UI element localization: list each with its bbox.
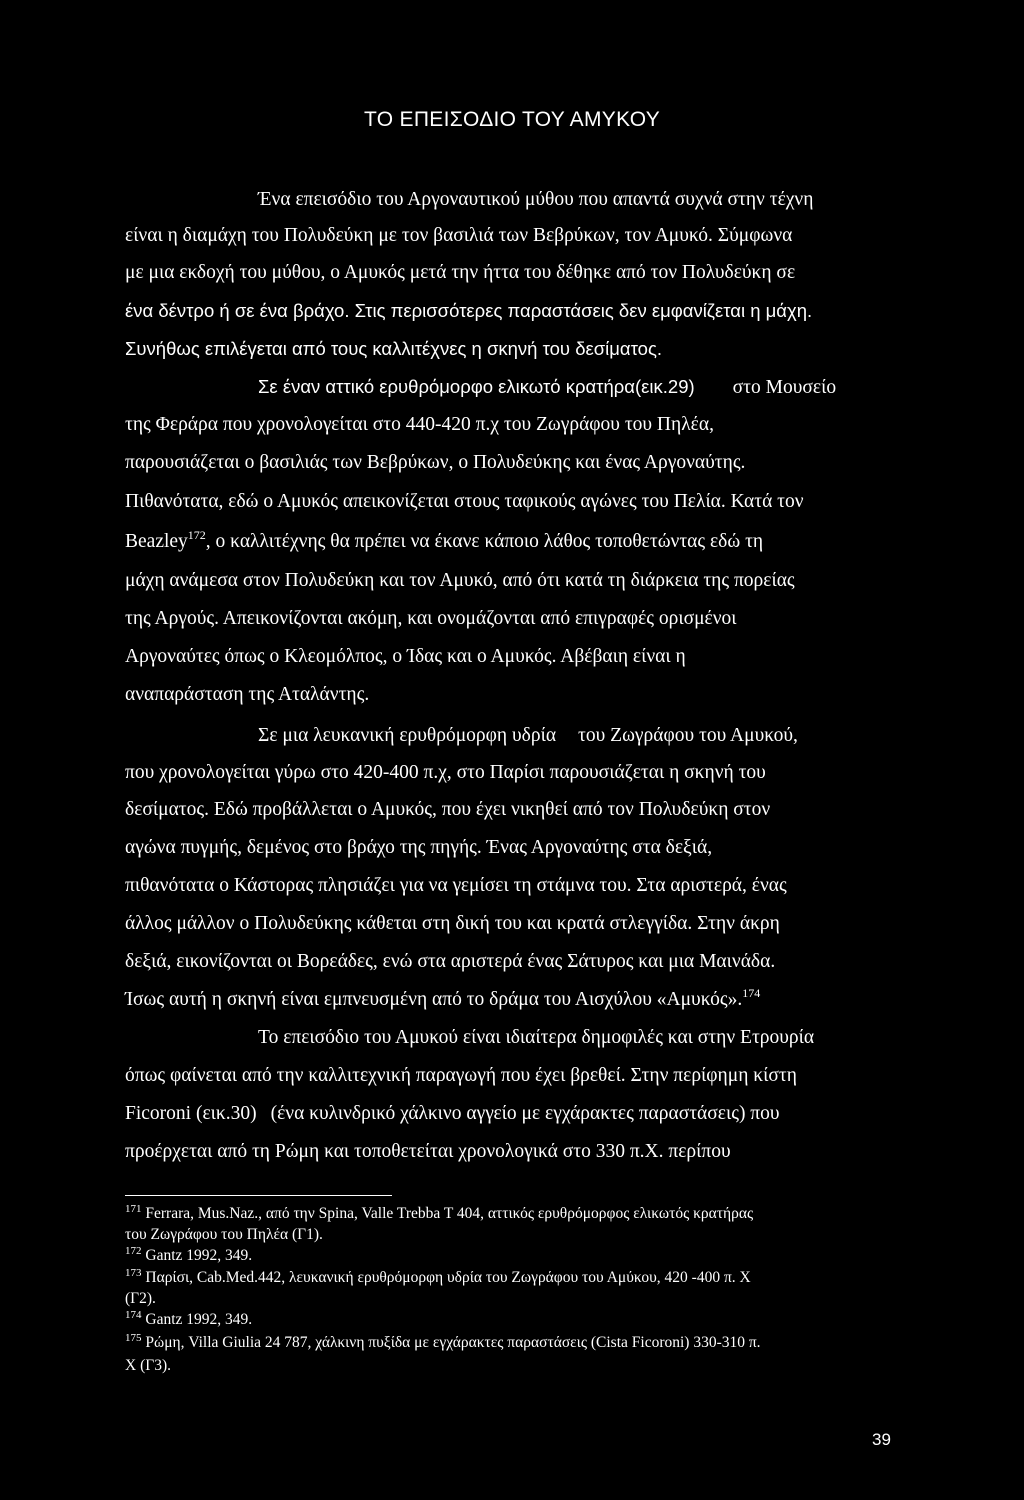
text-line: αναπαράσταση της Αταλάντης. xyxy=(125,684,370,705)
text-segment: Σε έναν αττικό ερυθρόμορφο ελικωτό κρατήρα(εικ.29) xyxy=(258,376,695,397)
text-line xyxy=(258,724,798,748)
footnote-text: Ferrara, Mus.Naz., από την Spina, Valle Trebba T 404, αττικός ερυθρόμορφος ελικωτός κρατήρας xyxy=(145,1205,754,1222)
text-line: της Αργούς. Απεικονίζονται ακόμη, και ονομάζονται από επιγραφές ορισμένοι xyxy=(125,608,737,629)
text-line: που χρονολογείται γύρω στο 420-400 π.χ, στο Παρίσι παρουσιάζεται η σκηνή του xyxy=(125,762,766,783)
text-line: όπως φαίνεται από την καλλιτεχνική παραγωγή που έχει βρεθεί. Στην περίφημη κίστη xyxy=(125,1065,797,1086)
footnote xyxy=(125,1268,751,1288)
text-line: Το επεισόδιο του Αμυκού είναι ιδιαίτερα δημοφιλές και στην Ετρουρία xyxy=(258,1027,815,1048)
text-line: Συνήθως επιλέγεται από τους καλλιτέχνες η σκηνή του δεσίματος. xyxy=(125,338,663,359)
text-segment: , ο καλλιτέχνης θα πρέπει να έκανε κάποιο λάθος τοποθετώντας εδώ τη xyxy=(205,531,764,552)
page-number: 39 xyxy=(872,1430,891,1449)
text-segment: Beazley xyxy=(125,531,188,552)
text-line: προέρχεται από τη Ρώμη και τοποθετείται χρονολογικά στο 330 π.Χ. περίπου xyxy=(125,1141,731,1162)
footnote-text: Παρίσι, Cab.Med.442, λευκανική ερυθρόμορφη υδρία του Ζωγράφου του Αμύκου, 420 -400 π. Χ xyxy=(145,1269,751,1286)
text-line: μάχη ανάμεσα στον Πολυδεύκη και τον Αμυκό, από ότι κατά τη διάρκεια της πορείας xyxy=(125,570,795,591)
text-line: δεσίματος. Εδώ προβάλλεται ο Αμυκός, που έχει νικηθεί από τον Πολυδεύκη στον xyxy=(125,799,771,820)
text-segment: του Ζωγράφου του Αμυκού, xyxy=(578,725,798,746)
text-line xyxy=(258,375,836,400)
text-segment: Ficoroni (εικ.30) xyxy=(125,1103,257,1124)
text-segment: στο Μουσείο xyxy=(732,377,837,398)
text-line: πιθανότατα ο Κάστορας πλησιάζει για να γεμίσει τη στάμνα του. Στα αριστερά, ένας xyxy=(125,875,787,896)
text-line: παρουσιάζεται ο βασιλιάς των Βεβρύκων, ο Πολυδεύκης και ένας Αργοναύτης. xyxy=(125,452,746,473)
text-line: με μια εκδοχή του μύθου, ο Αμυκός μετά την ήττα του δέθηκε από τον Πολυδεύκη σε xyxy=(125,262,796,283)
text-line: Πιθανότατα, εδώ ο Αμυκός απεικονίζεται στους ταφικούς αγώνες του Πελία. Κατά τον xyxy=(125,491,804,512)
text-segment: Σε μια λευκανική ερυθρόμορφη υδρία xyxy=(258,725,557,746)
text-segment: (ένα κυλινδρικό χάλκινο αγγείο με εγχάρακτες παραστάσεις) που xyxy=(270,1103,780,1124)
footnote xyxy=(125,1204,753,1224)
text-line: ένα δέντρο ή σε ένα βράχο. Στις περισσότερες παραστάσεις δεν εμφανίζεται η μάχη. xyxy=(125,300,813,321)
text-line xyxy=(125,988,760,1012)
footnote-number: 173 xyxy=(125,1267,142,1279)
text-line: άλλος μάλλον ο Πολυδεύκης κάθεται στη δική του και κρατά στλεγγίδα. Στην άκρη xyxy=(125,913,780,934)
footnote xyxy=(125,1333,761,1353)
text-segment: Ίσως αυτή η σκηνή είναι εμπνευσμένη από το δράμα του Αισχύλου «Αμυκός». xyxy=(125,989,743,1010)
page-title: ΤΟ ΕΠΕΙΣΟΔΙΟ ΤΟΥ ΑΜΥΚΟΥ xyxy=(364,108,660,131)
footnote-text: Gantz 1992, 349. xyxy=(145,1247,253,1264)
footnote-continuation: Χ (Γ3). xyxy=(125,1357,171,1374)
text-line: Ένα επεισόδιο του Αργοναυτικού μύθου που απαντά συχνά στην τέχνη xyxy=(258,189,814,210)
text-line: είναι η διαμάχη του Πολυδεύκη με τον βασιλιά των Βεβρύκων, τον Αμυκό. Σύμφωνα xyxy=(125,225,793,246)
footnote-ref: 172 xyxy=(187,528,206,542)
footnote-text: Gantz 1992, 349. xyxy=(145,1311,253,1328)
footnote-number: 175 xyxy=(125,1332,142,1344)
footnote-number: 174 xyxy=(125,1309,142,1321)
footnote-number: 171 xyxy=(125,1203,142,1215)
footnote-continuation: του Ζωγράφου του Πηλέα (Γ1). xyxy=(125,1226,323,1243)
footnote xyxy=(125,1246,252,1266)
footnote-continuation: (Γ2). xyxy=(125,1290,156,1307)
footnote-text: Ρώμη, Villa Giulia 24 787, χάλκινη πυξίδα με εγχάρακτες παραστάσεις (Cista Ficoroni) 330-310 π. xyxy=(145,1334,761,1351)
footnote-number: 172 xyxy=(125,1245,142,1257)
footnote xyxy=(125,1310,252,1330)
text-line: δεξιά, εικονίζονται οι Βορεάδες, ενώ στα αριστερά ένας Σάτυρος και μια Μαινάδα. xyxy=(125,951,776,972)
text-line: της Φεράρα που χρονολογείται στο 440-420 π.χ του Ζωγράφου του Πηλέα, xyxy=(125,414,714,435)
footnote-ref: 174 xyxy=(742,986,761,1000)
text-line xyxy=(125,1102,780,1126)
footnote-divider xyxy=(125,1195,392,1196)
text-line xyxy=(125,530,763,554)
text-line: αγώνα πυγμής, δεμένος στο βράχο της πηγής. Ένας Αργοναύτης στα δεξιά, xyxy=(125,837,713,858)
text-line: Αργοναύτες όπως ο Κλεομόλπος, ο Ίδας και ο Αμυκός. Αβέβαιη είναι η xyxy=(125,646,686,667)
